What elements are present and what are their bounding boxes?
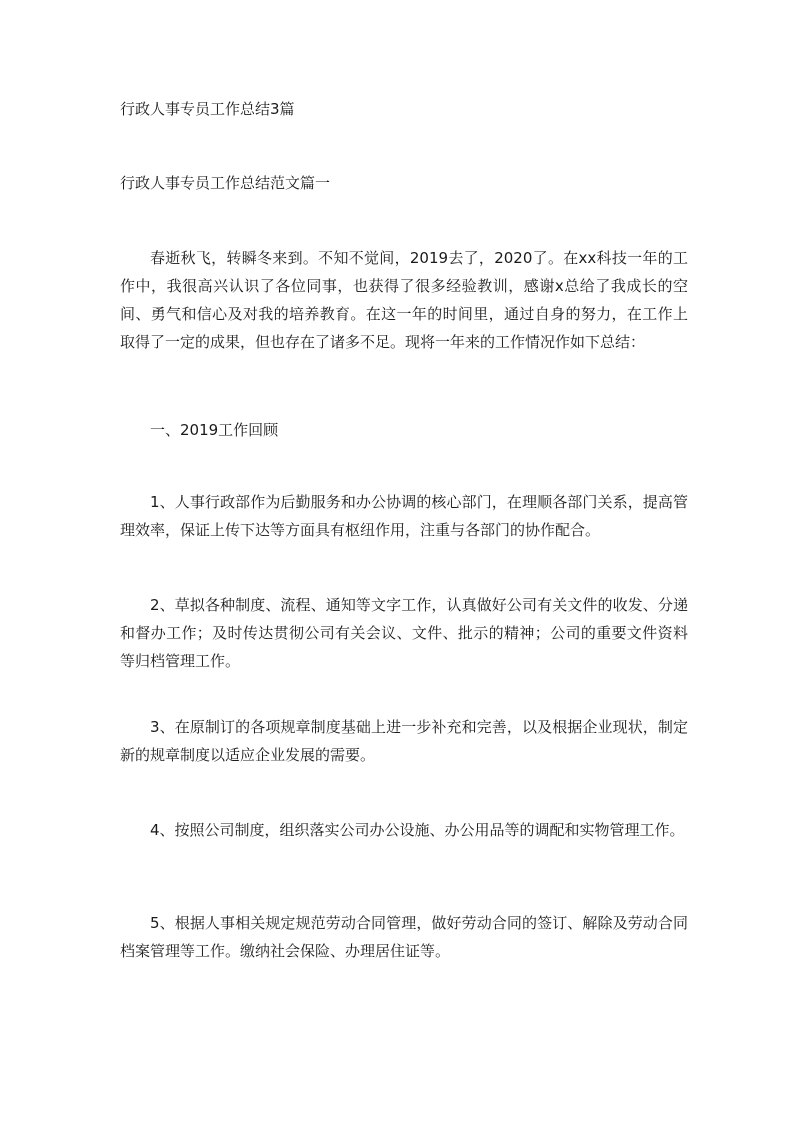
list-item: 4、按照公司制度，组织落实公司办公设施、办公用品等的调配和实物管理工作。 xyxy=(150,821,685,839)
intro-paragraph: 春逝秋飞，转瞬冬来到。不知不觉间，2019去了，2020了。在xx科技一年的工作中，我很高兴认识了各位同事，也获得了很多经验教训，感谢x总给了我成长的空间、勇气和信心及对我的培养教育。在这一年的时间里，通过自身的努力，在工作上取得了一定的成果，但也存在了诸多不足。现将一年来的工作情况作如下总结： xyxy=(120,249,688,351)
list-item: 3、在原制订的各项规章制度基础上进一步补充和完善，以及根据企业现状，制定新的规章制度以适应企业发展的需要。 xyxy=(120,718,688,764)
document-subtitle: 行政人事专员工作总结范文篇一 xyxy=(120,174,331,192)
list-item: 1、人事行政部作为后勤服务和办公协调的核心部门，在理顺各部门关系，提高管理效率，保证上传下达等方面具有枢纽作用，注重与各部门的协作配合。 xyxy=(120,493,688,539)
list-item: 5、根据人事相关规定规范劳动合同管理，做好劳动合同的签订、解除及劳动合同档案管理等工作。缴纳社会保险、办理居住证等。 xyxy=(120,914,688,960)
document-title: 行政人事专员工作总结3篇 xyxy=(120,100,295,118)
list-item: 2、草拟各种制度、流程、通知等文字工作，认真做好公司有关文件的收发、分递和督办工作；及时传达贯彻公司有关会议、文件、批示的精神；公司的重要文件资料等归档管理工作。 xyxy=(120,596,688,670)
section-heading: 一、2019工作回顾 xyxy=(150,421,279,439)
